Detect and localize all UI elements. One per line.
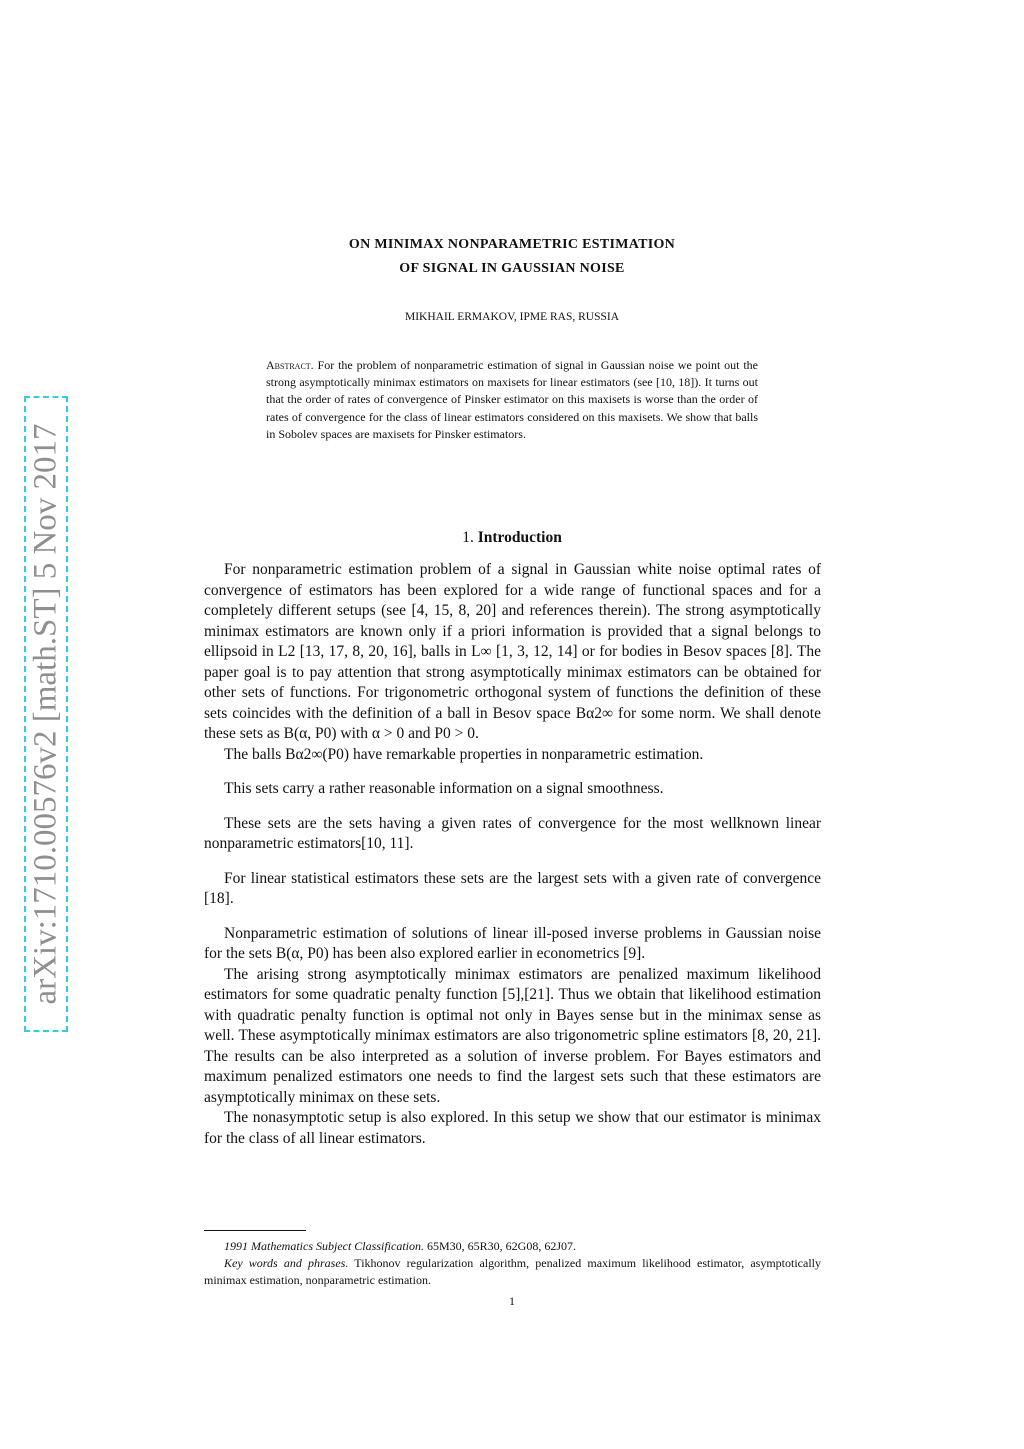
paragraph-2: The balls Bα2∞(P0) have remarkable properties in nonparametric estimation. [224,745,704,763]
abstract-text: For the problem of nonparametric estimation of signal in Gaussian noise we point out the strong asymptotically minimax estimators on maxisets for linear estimators (see [10, 18]). It turns out that the order of rates of convergence of Pinsker estimator on this maxisets is worse than the order of rates of convergence for the class of linear estimators considered on this maxisets. We show that balls in Sobolev spaces are maxisets for Pinsker estimators. [266,358,759,441]
arxiv-stamp-text: arXiv:1710.00576v2 [math.ST] 5 Nov 2017 [27,423,64,1005]
section-heading [204,529,820,547]
paragraph-8: The nonasymptotic setup is also explored. In this setup we show that our estimator is minimax for the class of all linear estimators. [204,1109,821,1147]
keywords-text: Tikhonov regularization algorithm, penalized maximum likelihood estimator, asymptotically minimax estimation, nonparametric estimation. [204,1256,821,1287]
title-line-1: ON MINIMAX NONPARAMETRIC ESTIMATION [348,237,676,252]
paragraph-4: These sets are the sets having a given rates of convergence for the most wellknown linear nonparametric estimators[10, 11]. [204,814,821,852]
msc-codes: 65M30, 65R30, 62G08, 62J07. [426,1239,576,1253]
paragraph-6: Nonparametric estimation of solutions of linear ill-posed inverse problems in Gaussian noise for the sets B(α, P0) has been also explored earlier in econometrics [9]. [204,924,821,962]
abstract-label: Abstract. [266,358,314,372]
footnote-keywords [204,1255,821,1289]
keywords-label: Key words and phrases. [224,1256,349,1270]
footnotes [204,1238,821,1289]
paragraph-5: For linear statistical estimators these sets are the largest sets with a given rate of convergence [18]. [204,869,821,907]
footnote-rule [204,1230,306,1231]
section-number: 1. [462,529,474,546]
author-line: MIKHAIL ERMAKOV, IPME RAS, RUSSIA [404,311,620,323]
abstract [266,357,758,443]
msc-label: 1991 Mathematics Subject Classification. [224,1239,424,1253]
paragraph-3: This sets carry a rather reasonable information on a signal smoothness. [224,780,664,797]
footnote-msc [204,1238,821,1255]
paragraph-1: For nonparametric estimation problem of a signal in Gaussian white noise optimal rates of convergence of estimators has been explored for a wide range of functional spaces and for a completely different setups (see [4, 15, 8, 20] and references therein). The strong asymptotically minimax estimators are known only if a priori information is provided that a signal belongs to ellipsoid in L2 [13, 17, 8, 20, 16], balls in L∞ [1, 3, 12, 14] or for bodies in Besov spaces [8]. The paper goal is to pay attention that strong asymptotically minimax estimators can be obtained for other sets of functions. For trigonometric orthogonal system of functions the definition of these sets coincides with the definition of a ball in Besov space Bα2∞ for some norm. We shall denote these sets as B(α, P0) with α > 0 and P0 > 0. [204,561,821,742]
page-number: 1 [509,1294,515,1308]
paragraph-7: The arising strong asymptotically minimax estimators are penalized maximum likelihood estimators for some quadratic penalty function [5],[21]. Thus we obtain that likelihood estimation with quadratic penalty function is optimal not only in Bayes sense but in the minimax sense as well. These asymptotically minimax estimators are also trigonometric spline estimators [8, 20, 21]. The results can be also interpreted as a solution of inverse problem. For Bayes estimators and maximum penalized estimators one needs to find the largest sets such that these estimators are asymptotically minimax on these sets. [204,965,821,1106]
arxiv-stamp [26,398,66,1030]
paper-title [204,233,820,281]
body-text [204,560,821,1149]
title-line-2: OF SIGNAL IN GAUSSIAN NOISE [399,261,625,276]
section-title: Introduction [477,529,562,546]
